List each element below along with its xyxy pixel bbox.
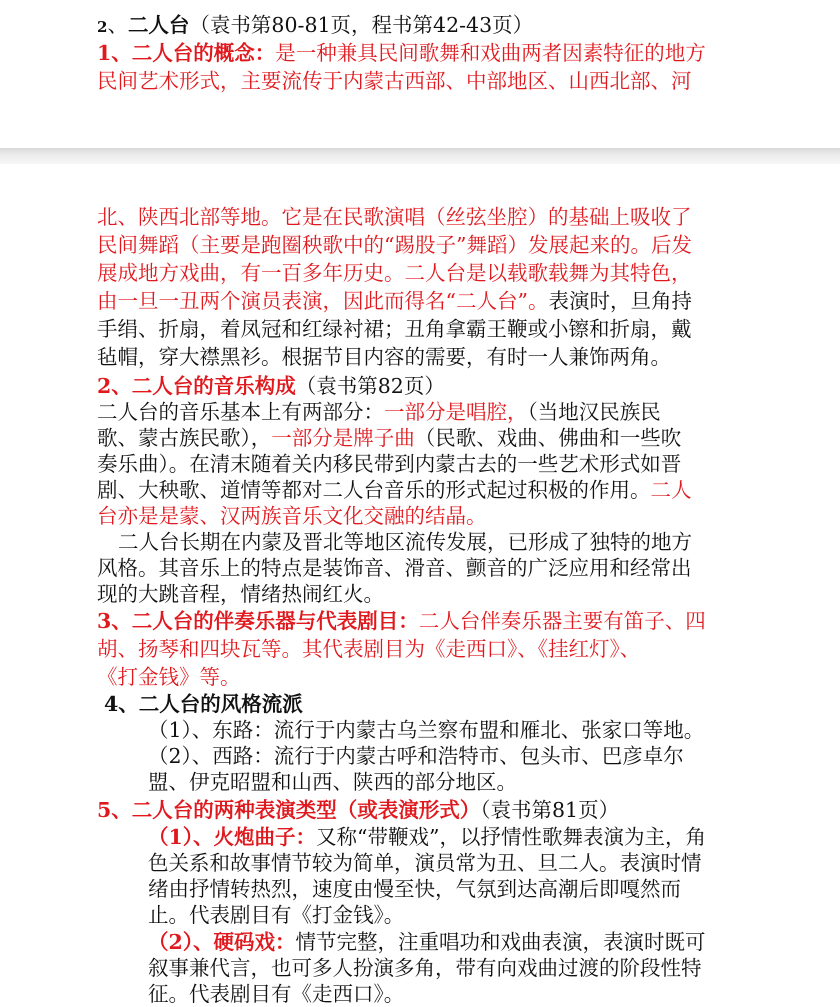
page-main-content <box>0 164 840 1006</box>
music-section-heading <box>97 373 445 399</box>
type-huopao-label: （1）、火炮曲子： <box>148 825 317 849</box>
music-line-3: 奏乐曲）。在清末随着关内移民带到内蒙古去的一些艺术形式如晋 <box>97 452 682 476</box>
music-line-2 <box>97 425 681 451</box>
music-line-2-c: （民歌、戏曲、佛曲和一些吹 <box>414 426 682 450</box>
types-section-label: 5、二人台的两种表演类型（或表演形式） <box>97 798 481 822</box>
music-section-label: 2、二人台的音乐构成 <box>97 374 296 398</box>
concept-continued-line-6: 毡帽，穿大襟黑衫。根据节目内容的需要，有时一人兼饰两角。 <box>97 345 671 369</box>
concept-continued-line-2: 民间舞蹈（主要是跑圈秧歌中的“踢股子”舞蹈）发展起来的。后发 <box>97 233 692 257</box>
type-huopao-line-3: 绪由抒情转热烈，速度由慢至快，气氛到达高潮后即嘎然而 <box>148 877 681 901</box>
music-line-4-b: 二人 <box>650 478 692 502</box>
music-line-4 <box>97 477 692 503</box>
heading-separator: 、 <box>107 13 128 37</box>
type-yingma-text: 情节完整，注重唱功和戏曲表演，表演时既可 <box>295 930 706 954</box>
schools-item-west-line-1: （2）、西路：流行于内蒙古呼和浩特市、包头市、巴彦卓尔 <box>148 744 684 768</box>
page-break-divider <box>0 148 840 164</box>
section-heading <box>97 12 533 40</box>
instruments-line-2: 胡、扬琴和四块瓦等。其代表剧目为《走西口》、《挂红灯》、 <box>97 637 641 661</box>
heading-title: 二人台 <box>127 13 190 37</box>
performance-text: 表演时，旦角持 <box>548 289 692 313</box>
type-huopao-text: 又称“带鞭戏”，以抒情性歌舞表演为主，角 <box>316 825 706 849</box>
heading-reference: （袁书第80-81页，程书第42-43页） <box>189 13 534 37</box>
music-line-2-a: 歌、蒙古族民歌）， <box>97 426 272 450</box>
concept-continued-line-4 <box>97 288 692 314</box>
heading-number: 2 <box>97 18 108 36</box>
concept-line-2: 民间艺术形式，主要流传于内蒙古西部、中部地区、山西北部、河 <box>97 69 692 93</box>
music-line-1 <box>97 399 661 425</box>
music-line-5: 台亦是是蒙、汉两族音乐文化交融的结晶。 <box>97 504 487 528</box>
type-huopao-line-4: 止。代表剧目有《打金钱》。 <box>148 903 405 927</box>
name-origin-text: 由一旦一丑两个演员表演，因此而得名“二人台”。 <box>97 289 549 313</box>
page-top-fragment <box>0 0 840 148</box>
music-line-1-b: 一部分是唱腔， <box>384 400 528 424</box>
style-paragraph-line-2: 风格。其音乐上的特点是装饰音、滑音、颤音的广泛应用和经常出 <box>97 556 692 580</box>
instruments-label: 3、二人台的伴奏乐器与代表剧目： <box>97 609 419 633</box>
style-paragraph-line-3: 现的大跳音程，情绪热闹红火。 <box>97 582 384 606</box>
type-huopao-line-1 <box>148 824 706 850</box>
music-line-1-a: 二人台的音乐基本上有两部分： <box>97 400 384 424</box>
music-line-4-a: 剧、大秧歌、道情等都对二人台音乐的形式起过积极的作用。 <box>97 478 651 502</box>
schools-item-east: （1）、东路：流行于内蒙古乌兰察布盟和雁北、张家口等地。 <box>148 718 705 742</box>
concept-text: 是一种兼具民间歌舞和戏曲两者因素特征的地方 <box>275 41 706 65</box>
music-section-reference: （袁书第82页） <box>295 374 445 398</box>
concept-continued-line-3: 展成地方戏曲，有一百多年历史。二人台是以载歌载舞为其特色， <box>97 261 692 285</box>
concept-label: 1、二人台的概念： <box>97 41 276 65</box>
type-yingma-line-3: 征。代表剧目有《走西口》。 <box>148 982 405 1006</box>
schools-item-west-line-2: 盟、伊克昭盟和山西、陕西的部分地区。 <box>148 770 517 794</box>
type-yingma-line-1 <box>148 929 706 955</box>
concept-continued-line-1: 北、陕西北部等地。它是在民歌演唱（丝弦坐腔）的基础上吸收了 <box>97 205 692 229</box>
music-line-2-b: 一部分是牌子曲 <box>271 426 415 450</box>
instruments-text: 二人台伴奏乐器主要有笛子、四 <box>418 609 706 633</box>
instruments-line-1 <box>97 608 706 634</box>
types-section-reference: （袁书第81页） <box>480 798 620 822</box>
music-line-1-c: （当地汉民族民 <box>527 400 661 424</box>
types-section-heading <box>97 797 619 823</box>
type-yingma-line-2: 叙事兼代言，也可多人扮演多角，带有向戏曲过渡的阶段性特 <box>148 956 702 980</box>
type-huopao-line-2: 色关系和故事情节较为简单，演员常为丑、旦二人。表演时情 <box>148 851 702 875</box>
schools-section-heading: 4、二人台的风格流派 <box>104 692 303 716</box>
concept-continued-line-5: 手绢、折扇，着凤冠和红绿衬裙；丑角拿霸王鞭或小镲和折扇，戴 <box>97 317 692 341</box>
type-yingma-label: （2）、硬码戏： <box>148 930 296 954</box>
concept-line-1 <box>97 40 706 66</box>
style-paragraph-line-1: 二人台长期在内蒙及晋北等地区流传发展，已形成了独特的地方 <box>118 530 692 554</box>
instruments-line-3: 《打金钱》等。 <box>97 665 241 689</box>
